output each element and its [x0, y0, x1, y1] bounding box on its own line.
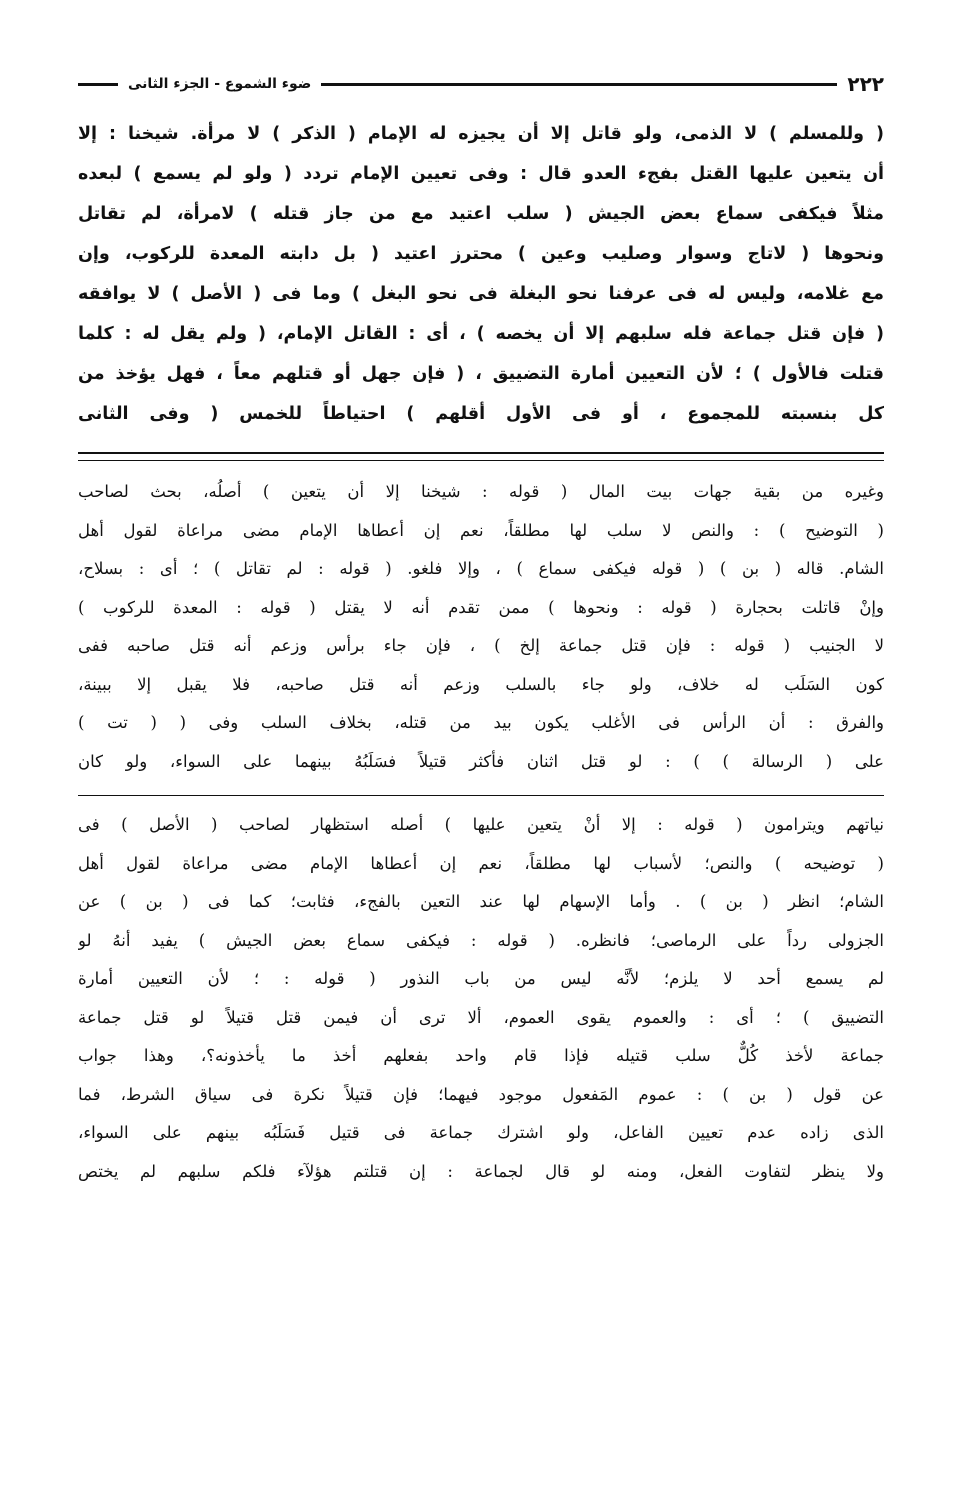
note-line: لا الجنيب ( قوله : فإن قتل جماعة إلخ ) ، فإن جاء برأس وزعم أنه قتل صاحبه ففى — [78, 636, 884, 655]
note-line: كون السَلَب له خلاف، ولو جاء بالسلب وزعم أنه قتل صاحبه، فلا يقبل إلا ببينة، — [78, 674, 884, 694]
main-line: كل بنسبته للمجموع ، أو فى الأول أقلهم ) احتياطاً للخمس ( وفى الثانى — [78, 404, 884, 424]
note-line: الشام؛ انظر ( بن ) . وأما الإسهام لها عند التعين بالفجء، فثابت؛ كما فى ( بن ) عن — [78, 892, 884, 911]
book-title: ضوء الشموع - الجزء الثانى — [128, 76, 312, 92]
note-line: وإنْ قاتلت بحجارة ( قوله : ونحوها ) ممن تقدم أنه لا يقتل ( قوله : المعدة للركوب ) — [78, 597, 884, 617]
note-line: والفرق : أن الرأس فى الأغلب يكون بيد من قتله، بخلاف السلب وفى ( ( تت ) — [78, 713, 884, 732]
page-number: ٢٢٢ — [847, 72, 884, 96]
header-rule — [321, 83, 837, 86]
note-line: الذى زاده عدم تعيين الفاعل، ولو اشترك جماعة فى قتيل فَسَلَبُه بينهم على السواء، — [78, 1123, 884, 1142]
note-line: التضييق ) ؛ أى : والعموم يقوى العموم، ألا ترى أن فيمن قتل قتيلاً لو قتل جماعة — [78, 1007, 884, 1027]
note-line: ( توضيحه ) والنص؛ لأسباب لها مطلقاً، نعم إن أعطاها الإمام مضى مراعاة لقول أهل — [78, 853, 884, 873]
page — [78, 62, 884, 1191]
main-line: ونحوها ( لاتاج وسوار وصليب وعين ) محترز اعتيد ( بل دابته المعدة للركوب، وإن — [78, 244, 884, 264]
note-line: وغيره من بقية جهات بيت المال ( قوله : شيخنا إلا أن يتعين ) أصلُه، بحث لصاحب — [78, 482, 884, 501]
main-line: مع غلامه، وليس له فى عرفنا نحو البغلة فى نحو البغل ) وما فى ( الأصل ) لا يوافقه — [78, 284, 884, 304]
note-line: ( التوضيح ) : والنص لا سلب لها مطلقاً، نعم إن أعطاها الإمام مضى مراعاة لقول أهل — [78, 520, 884, 540]
main-line: قتلت فالأول ) ؛ لأن التعيين أمارة التضييق ، ( فإن جهل أو قتلهم معاً ، فهل يؤخذ من — [78, 364, 884, 384]
single-divider — [78, 795, 884, 796]
note-line: نياتهم ويترامون ( قوله : إلا أنْ يتعين عليها ) أصله استظهار لصاحب ( الأصل ) فى — [78, 815, 884, 834]
note-line: لم يسمع أحد لا يلزم؛ لأنَّه ليس من باب النذور ( قوله : ؛ لأن التعيين أمارة — [78, 969, 884, 988]
footnote-one — [78, 473, 884, 781]
note-line: جماعة لأخذ كُلٌّ سلب قتيله فإذا قام واحد بفعلهم أخذ ما يأخذونه؟، وهذا جواب — [78, 1046, 884, 1065]
page-header — [78, 62, 884, 106]
note-line: الجزولى رداً على الرماصى؛ فانظره. ( قوله : فيكفى سماع بعض الجيش ) يفيد أنهُ لو — [78, 930, 884, 950]
main-line: مثلاً فيكفى سماع بعض الجيش ( سلب اعتيد مع من جاز قتله ) لامرأة، لم تقاتل — [78, 204, 884, 224]
header-dash — [78, 83, 118, 86]
double-divider — [78, 452, 884, 461]
note-line: عن قول ( بن ) : عموم المَفعول موجود فيهما؛ فإن قتيلاً نكرة فى سياق الشرط، فما — [78, 1084, 884, 1104]
note-line: ولا ينظر لتفاوت الفعل، ومنه لو قال لجماعة : إن قتلتم هؤلآء فلكم سلبهم لم يختص — [78, 1161, 884, 1181]
main-line: ( فإن قتل جماعة فله سلبهم إلا أن يخصه ) ، أى : القاتل الإمام، ( ولم يقل له : كلما — [78, 324, 884, 344]
main-line: أن يتعين عليها القتل بفجء العدو قال : وفى تعيين الإمام تردد ( ولو لم يسمع ) لبعده — [78, 164, 884, 184]
main-text — [78, 114, 884, 434]
footnote-two — [78, 806, 884, 1191]
main-line: ( وللمسلم ) لا الذمى، ولو قاتل إلا أن يجيزه له الإمام ( الذكر ) لا مرأة. شيخنا : إلا — [78, 124, 884, 144]
note-line: على ( الرسالة ) ) : لو قتل اثنان فأكثر قتيلاً فسَلَبُهُ بينهما على السواء، ولو كان — [78, 751, 884, 771]
note-line: الشام. قاله ( بن ) ( قوله فيكفى سماع ) ، وإلا فلغو. ( قوله : لم تقاتل ) ؛ أى : بسلاح، — [78, 559, 884, 578]
